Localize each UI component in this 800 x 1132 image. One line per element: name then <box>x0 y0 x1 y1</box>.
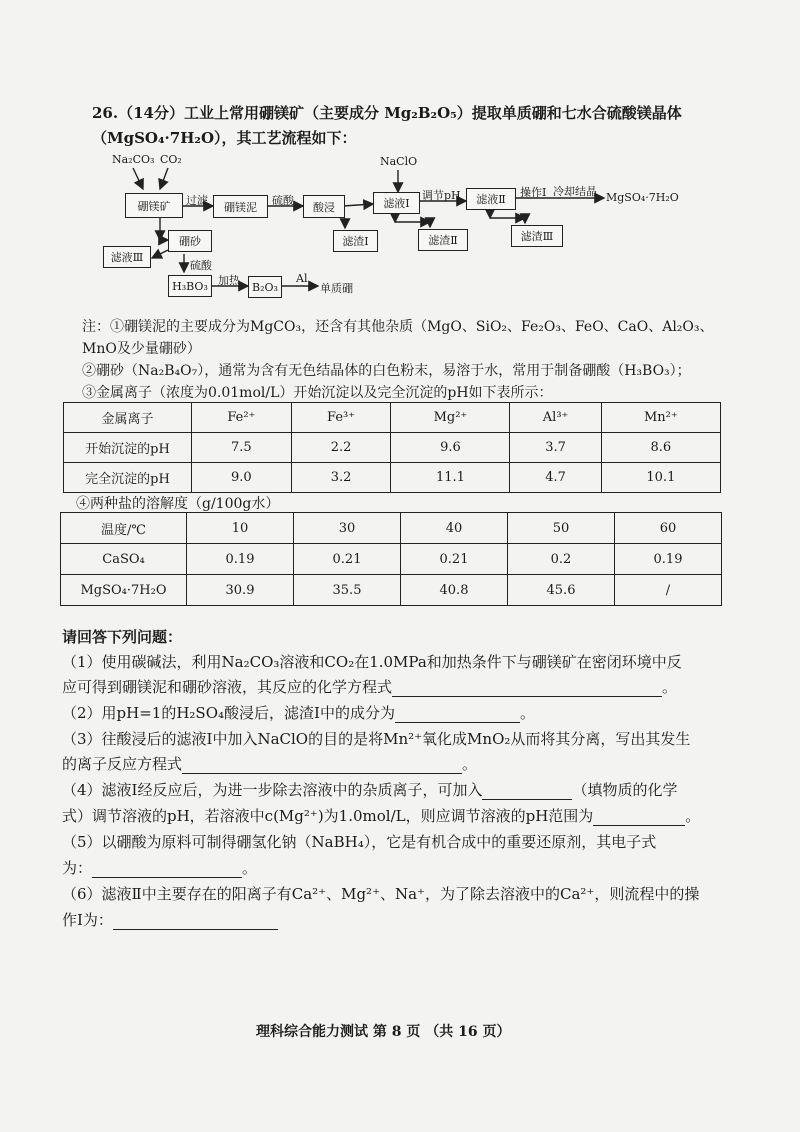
label-operation-1: 操作Ⅰ <box>520 186 547 199</box>
table-cell: 0.21 <box>294 544 401 575</box>
table-cell: 10 <box>187 513 294 544</box>
product-boron: 单质硼 <box>320 282 353 295</box>
table-cell: 7.5 <box>192 433 292 463</box>
table-cell: 60 <box>615 513 722 544</box>
solubility-table <box>60 512 722 606</box>
box-filtrate-2: 滤液Ⅱ <box>466 188 516 210</box>
question-4-line1 <box>62 779 678 800</box>
table-row <box>61 544 722 575</box>
question-4-line2 <box>62 805 700 826</box>
question-3-line2 <box>62 753 477 774</box>
table-row <box>61 575 722 606</box>
table-cell: 3.2 <box>291 463 391 493</box>
box-acid-leach: 酸浸 <box>303 195 345 218</box>
table-cell: Fe³⁺ <box>291 403 391 433</box>
table-row <box>61 513 722 544</box>
question-5-line2 <box>62 857 257 878</box>
note-3: ③金属离子（浓度为0.01mol/L）开始沉淀以及完全沉淀的pH如下表所示： <box>82 385 553 401</box>
box-residue-3: 滤渣Ⅲ <box>511 225 563 247</box>
answer-blank-2[interactable] <box>395 708 520 723</box>
box-mud: 硼镁泥 <box>213 195 268 218</box>
table-cell: MgSO₄·7H₂O <box>61 575 187 606</box>
question-1-line1: （1）使用碳碱法，利用Na₂CO₃溶液和CO₂在1.0MPa和加热条件下与硼镁矿在密闭环境中反 <box>62 653 682 671</box>
table-cell: 11.1 <box>391 463 510 493</box>
answer-blank-1[interactable] <box>392 682 662 697</box>
question-5-text: 为： <box>62 859 93 877</box>
table-cell: 开始沉淀的pH <box>64 433 192 463</box>
answer-blank-6[interactable] <box>113 915 278 930</box>
question-1-line2 <box>62 676 677 697</box>
question-3-line1: （3）往酸浸后的滤液Ⅰ中加入NaClO的目的是将Mn²⁺氧化成MnO₂从而将其分离，写出其发生 <box>62 730 691 748</box>
table-cell: 40 <box>401 513 508 544</box>
label-heat: 加热 <box>218 274 240 287</box>
reagent-co2: CO₂ <box>160 153 182 166</box>
table-cell: 完全沉淀的pH <box>64 463 192 493</box>
reagent-na2co3: Na₂CO₃ <box>112 153 155 166</box>
question-6-line2 <box>62 909 278 930</box>
note-2: ②硼砂（Na₂B₄O₇），通常为含有无色结晶体的白色粉末，易溶于水，常用于制备硼酸（H₃BO₃）； <box>82 363 691 379</box>
question-1-text: 应可得到硼镁泥和硼砂溶液，其反应的化学方程式 <box>62 678 393 696</box>
table-cell: CaSO₄ <box>61 544 187 575</box>
box-h3bo3: H₃BO₃ <box>168 275 212 297</box>
page-footer: 理科综合能力测试 第 8 页 （共 16 页） <box>256 1024 511 1040</box>
table-cell: 9.6 <box>391 433 510 463</box>
box-b2o3: B₂O₃ <box>248 276 282 298</box>
period: 。 <box>242 859 258 877</box>
answer-blank-4a[interactable] <box>482 785 572 800</box>
note-1b: MnO及少量硼砂） <box>82 341 201 357</box>
table-cell: 0.2 <box>508 544 615 575</box>
period: 。 <box>662 678 678 696</box>
question-4-text-2: （填物质的化学 <box>572 781 678 799</box>
table-cell: Mg²⁺ <box>391 403 510 433</box>
label-al: Al <box>296 272 308 285</box>
table-cell: Al³⁺ <box>510 403 601 433</box>
ph-precipitation-table <box>63 402 721 493</box>
answer-blank-3[interactable] <box>182 759 462 774</box>
table-cell: / <box>615 575 722 606</box>
answer-blank-5[interactable] <box>92 863 242 878</box>
note-4: ④两种盐的溶解度（g/100g水） <box>76 496 280 512</box>
table-cell: 温度/℃ <box>61 513 187 544</box>
question-4-text-3: 式）调节溶液的pH，若溶液中c(Mg²⁺)为1.0mol/L，则应调节溶液的pH范围为 <box>62 807 594 825</box>
period: 。 <box>519 704 535 722</box>
question-header-line2: （MgSO₄·7H₂O），其工艺流程如下： <box>92 129 357 147</box>
period: 。 <box>462 755 478 773</box>
box-filtrate-1: 滤液Ⅰ <box>373 192 420 214</box>
label-sulfuric-acid-1: 硫酸 <box>272 194 294 207</box>
question-header-line1: 26.（14分）工业上常用硼镁矿（主要成分 Mg₂B₂O₅）提取单质硼和七水合硫酸镁晶体 <box>92 104 682 122</box>
question-6-line1: （6）滤液Ⅱ中主要存在的阳离子有Ca²⁺、Mg²⁺、Na⁺，为了除去溶液中的Ca²⁺，则流程中的操 <box>62 885 700 903</box>
box-filtrate-3: 滤液Ⅲ <box>103 246 151 268</box>
box-residue-1: 滤渣Ⅰ <box>333 230 378 252</box>
table-row <box>64 403 721 433</box>
table-cell: 4.7 <box>510 463 601 493</box>
table-cell: 2.2 <box>291 433 391 463</box>
label-adjust-ph: 调节pH <box>422 189 461 202</box>
table-cell: 10.1 <box>601 463 720 493</box>
reagent-naclo: NaClO <box>380 155 418 168</box>
question-2-text: （2）用pH=1的H₂SO₄酸浸后，滤渣Ⅰ中的成分为 <box>62 704 395 722</box>
table-cell: 0.19 <box>615 544 722 575</box>
question-6-text: 作Ⅰ为： <box>62 911 113 929</box>
question-2 <box>62 702 535 723</box>
table-row <box>64 433 721 463</box>
table-cell: 0.21 <box>401 544 508 575</box>
table-cell: 40.8 <box>401 575 508 606</box>
table-cell: Mn²⁺ <box>601 403 720 433</box>
table-cell: 8.6 <box>601 433 720 463</box>
answer-blank-4b[interactable] <box>593 811 685 826</box>
period: 。 <box>685 807 701 825</box>
box-borax: 硼砂 <box>168 230 212 252</box>
table-cell: 0.19 <box>187 544 294 575</box>
table-row <box>64 463 721 493</box>
question-4-text: （4）滤液Ⅰ经反应后，为进一步除去溶液中的杂质离子，可加入 <box>62 781 483 799</box>
question-3-text: 的离子反应方程式 <box>62 755 183 773</box>
table-cell: 45.6 <box>508 575 615 606</box>
label-filter: 过滤 <box>186 194 208 207</box>
table-cell: 30.9 <box>187 575 294 606</box>
label-sulfuric-acid-2: 硫酸 <box>190 259 212 272</box>
table-cell: 金属离子 <box>64 403 192 433</box>
table-cell: 35.5 <box>294 575 401 606</box>
label-cool-crystallize: 冷却结晶 <box>553 185 597 198</box>
box-ore: 硼镁矿 <box>125 193 183 218</box>
table-cell: 30 <box>294 513 401 544</box>
box-residue-2: 滤渣Ⅱ <box>418 229 468 251</box>
question-5-line1: （5）以硼酸为原料可制得硼氢化钠（NaBH₄），它是有机合成中的重要还原剂，其电子式 <box>62 833 657 851</box>
table-cell: 9.0 <box>192 463 292 493</box>
table-cell: 3.7 <box>510 433 601 463</box>
product-mgso4: MgSO₄·7H₂O <box>606 191 679 204</box>
questions-intro: 请回答下列问题： <box>62 628 183 646</box>
table-cell: Fe²⁺ <box>192 403 292 433</box>
note-1a: 注：①硼镁泥的主要成分为MgCO₃，还含有其他杂质（MgO、SiO₂、Fe₂O₃、FeO、CaO、Al₂O₃、 <box>82 319 714 335</box>
table-cell: 50 <box>508 513 615 544</box>
